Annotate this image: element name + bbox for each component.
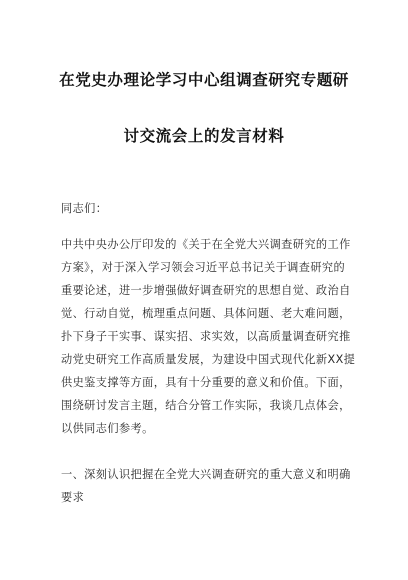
section-heading-line: 要求	[61, 491, 85, 504]
paragraph-line: 方案》，对于深入学习领会习近平总书记关于调查研究的	[61, 261, 346, 274]
paragraph-line: 扑下身子干实事、谋实招、求实效，以高质量调查研究推	[61, 330, 351, 343]
paragraph-line: 以供同志们参考。	[61, 422, 154, 435]
paragraph-line: 围绕研讨发言主题，结合分管工作实际，我谈几点体会，	[61, 399, 351, 412]
paragraph-line: 供史鉴支撑等方面，具有十分重要的意义和价值。下面，	[61, 376, 351, 389]
paragraph-line: 中共中央办公厅印发的《关于在全党大兴调查研究的工作	[61, 238, 351, 251]
section-heading-line: 一、深刻认识把握在全党大兴调查研究的重大意义和明确	[61, 468, 351, 481]
document-title-line-2: 讨交流会上的发言材料	[123, 127, 285, 145]
paragraph-line: 觉、行动自觉，梳理重点问题、具体问题、老大难问题，	[61, 307, 351, 320]
paragraph-line: 动党史研究工作高质量发展，为建设中国式现代化新XX提	[61, 353, 356, 366]
paragraph-line: 重要论述，进一步增强做好调查研究的思想自觉、政治自	[61, 284, 351, 297]
salutation: 同志们：	[61, 202, 108, 215]
document-title-line-1: 在党史办理论学习中心组调查研究专题研	[59, 71, 349, 89]
